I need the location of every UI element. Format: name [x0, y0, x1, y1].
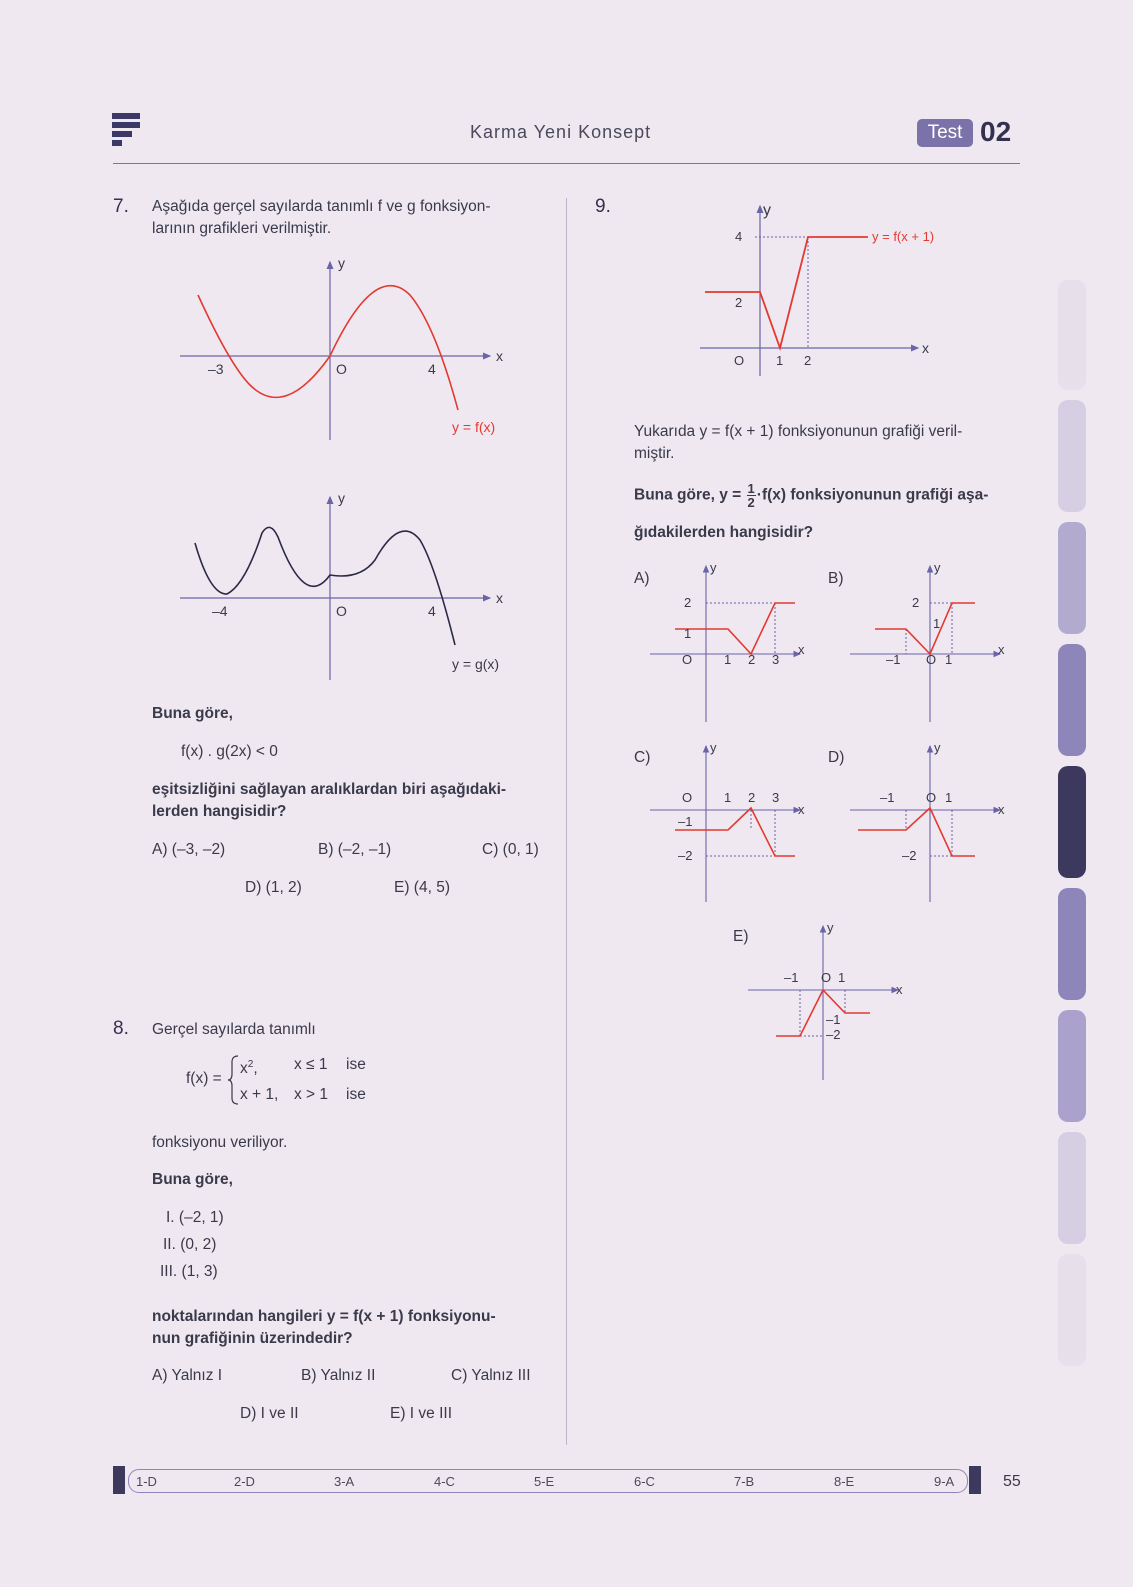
logo	[112, 113, 140, 149]
answer-4: 4-C	[434, 1474, 455, 1489]
test-badge: Test	[917, 119, 973, 147]
question-8-given: fonksiyonu veriliyor.	[152, 1134, 288, 1151]
section-tab-4[interactable]	[1058, 644, 1086, 756]
d-o: O	[926, 790, 937, 805]
section-tab-3[interactable]	[1058, 522, 1086, 634]
header-title: Karma Yeni Konsept	[470, 122, 652, 142]
a-y: y	[710, 560, 717, 575]
header-divider	[113, 163, 1020, 164]
case-1-expression: $x^2$,	[240, 1059, 258, 1078]
main-tick-2: 2	[735, 295, 743, 310]
f-origin: O	[336, 361, 347, 377]
point-iii: III. (1, 3)	[160, 1263, 218, 1280]
case-2-expression: x + 1,	[240, 1086, 279, 1103]
d-y: y	[934, 740, 941, 755]
q9-option-c-letter[interactable]: C)	[634, 749, 651, 766]
question-7-formula: f(x) . g(2x) < 0	[181, 743, 278, 760]
g-y-label: y	[338, 490, 345, 506]
question-9-line1: Yukarıda y = f(x + 1) fonksiyonunun grafiği veril- miştir.	[634, 423, 963, 462]
section-tab-2[interactable]	[1058, 400, 1086, 512]
b-l1: 1	[933, 616, 941, 631]
q9-option-d-graph[interactable]	[850, 740, 1020, 905]
a-x1: 1	[724, 652, 732, 667]
q9-option-e-graph[interactable]	[748, 920, 918, 1085]
a-x: x	[798, 642, 805, 657]
point-i: I. (–2, 1)	[166, 1209, 224, 1226]
b-l2: 2	[912, 595, 920, 610]
answer-8: 8-E	[834, 1474, 855, 1489]
e-y: y	[827, 920, 834, 935]
q8-option-c[interactable]: C) Yalnız III	[451, 1367, 531, 1384]
column-divider	[566, 198, 567, 1445]
section-tab-5[interactable]	[1058, 766, 1086, 878]
answer-5: 5-E	[534, 1474, 555, 1489]
a-x3: 3	[772, 652, 780, 667]
main-tick-x1: 1	[776, 353, 784, 368]
b-x: x	[998, 642, 1005, 657]
question-9-prompt: Buna göre, y = $\frac{1}{2}$ ·f(x) fonksiyonunun grafiği aşa-	[634, 481, 989, 510]
section-tab-9[interactable]	[1058, 1254, 1086, 1366]
test-number: 02	[980, 116, 1012, 147]
answer-key-right-cap	[969, 1466, 981, 1494]
e-lm2: –2	[826, 1027, 841, 1042]
case-1-condition: x ≤ 1	[294, 1056, 328, 1073]
q9-option-e-letter[interactable]: E)	[733, 928, 749, 945]
d-x1: 1	[945, 790, 953, 805]
case-2-ise: ise	[346, 1086, 366, 1103]
b-o: O	[926, 652, 937, 667]
c-y: y	[710, 740, 717, 755]
main-tick-x2: 2	[804, 353, 812, 368]
q9-option-b-letter[interactable]: B)	[828, 570, 844, 587]
f-tick-4: 4	[428, 361, 436, 377]
a-o: O	[682, 652, 693, 667]
g-tick-neg4: –4	[212, 603, 228, 619]
e-x1: 1	[838, 970, 846, 985]
e-o: O	[821, 970, 832, 985]
g-origin: O	[336, 603, 347, 619]
q7-option-e[interactable]: E) (4, 5)	[394, 879, 450, 896]
question-7-intro: Aşağıda gerçel sayılarda tanımlı f ve g fonksiyon- larının grafikleri verilmiştir.	[152, 198, 491, 237]
frac-num: 1	[747, 481, 755, 496]
q9-option-a-letter[interactable]: A)	[634, 570, 650, 587]
question-7-prompt: eşitsizliğini sağlayan aralıklardan biri aşağıdaki- lerden hangisidir?	[152, 781, 507, 820]
case-2-condition: x > 1	[294, 1086, 329, 1103]
question-8-prompt: noktalarından hangileri y = f(x + 1) fonksiyonu- nun grafiğinin üzerindedir?	[152, 1308, 496, 1347]
case-1-ise: ise	[346, 1056, 366, 1073]
g-curve-label: y = g(x)	[452, 656, 500, 672]
e-x: x	[896, 982, 903, 997]
q7-option-b[interactable]: B) (–2, –1)	[318, 841, 392, 858]
question-8-number: 8.	[113, 1018, 129, 1039]
section-tab-7[interactable]	[1058, 1010, 1086, 1122]
answer-3: 3-A	[334, 1474, 355, 1489]
e-xm1: –1	[784, 970, 799, 985]
g-x-label: x	[496, 590, 503, 606]
c-x2: 2	[748, 790, 756, 805]
f-x-label: x	[496, 348, 503, 364]
b-y: y	[934, 560, 941, 575]
q8-option-e[interactable]: E) I ve III	[390, 1405, 453, 1422]
answer-key-left-cap	[113, 1466, 125, 1494]
c-lm2: –2	[678, 848, 693, 863]
c-x1: 1	[724, 790, 732, 805]
section-tab-1[interactable]	[1058, 280, 1086, 390]
main-origin: O	[734, 353, 745, 368]
c-x3: 3	[772, 790, 780, 805]
graph-g	[170, 485, 530, 685]
piecewise-fx: f(x) =	[186, 1070, 222, 1087]
frac-den: 2	[747, 495, 755, 510]
q7-option-c[interactable]: C) (0, 1)	[482, 841, 539, 858]
f-tick-neg3: –3	[208, 361, 224, 377]
answer-2: 2-D	[234, 1474, 255, 1489]
q9-option-b-graph[interactable]	[850, 560, 1020, 725]
q8-option-a[interactable]: A) Yalnız I	[152, 1367, 223, 1384]
d-x: x	[998, 802, 1005, 817]
main-y: y	[763, 202, 771, 219]
a-l1: 1	[684, 626, 692, 641]
answer-7: 7-B	[734, 1474, 755, 1489]
main-tick-4: 4	[735, 229, 743, 244]
piecewise-brace	[228, 1054, 240, 1106]
section-tab-6[interactable]	[1058, 888, 1086, 1000]
q7-option-d[interactable]: D) (1, 2)	[245, 879, 302, 896]
d-lm2: –2	[902, 848, 917, 863]
question-7-number: 7.	[113, 196, 129, 217]
point-ii: II. (0, 2)	[163, 1236, 217, 1253]
q7-option-a[interactable]: A) (–3, –2)	[152, 841, 226, 858]
a-x2: 2	[748, 652, 756, 667]
c-x: x	[798, 802, 805, 817]
e-lm1: –1	[826, 1012, 841, 1027]
page-number: 55	[1003, 1473, 1021, 1490]
q8-option-b[interactable]: B) Yalnız II	[301, 1367, 376, 1384]
b-x1: 1	[945, 652, 953, 667]
c-lm1: –1	[678, 814, 693, 829]
g-tick-4: 4	[428, 603, 436, 619]
c-o: O	[682, 790, 693, 805]
d-xm1: –1	[880, 790, 895, 805]
b-xm1: –1	[886, 652, 901, 667]
answer-9: 9-A	[934, 1474, 955, 1489]
f-curve-label: y = f(x)	[452, 419, 496, 435]
answer-6: 6-C	[634, 1474, 655, 1489]
q8-option-d[interactable]: D) I ve II	[240, 1405, 299, 1422]
question-8-lead: Buna göre,	[152, 1171, 233, 1188]
main-x: x	[922, 340, 929, 356]
question-7-lead: Buna göre,	[152, 705, 233, 722]
answer-1: 1-D	[136, 1474, 157, 1489]
a-l2: 2	[684, 595, 692, 610]
section-tab-8[interactable]	[1058, 1132, 1086, 1244]
f-y-label: y	[338, 255, 345, 271]
q9-option-c-graph[interactable]	[650, 740, 820, 905]
q9-option-a-graph[interactable]	[650, 560, 820, 725]
graph-f	[170, 250, 530, 450]
question-9-prompt-line2: ğıdakilerden hangisidir?	[634, 524, 814, 541]
q9-option-d-letter[interactable]: D)	[828, 749, 845, 766]
graph-f-x-plus-1	[700, 198, 960, 378]
question-9-number: 9.	[595, 196, 611, 217]
main-curve-label: y = f(x + 1)	[872, 229, 935, 244]
question-8-intro: Gerçel sayılarda tanımlı	[152, 1021, 316, 1038]
